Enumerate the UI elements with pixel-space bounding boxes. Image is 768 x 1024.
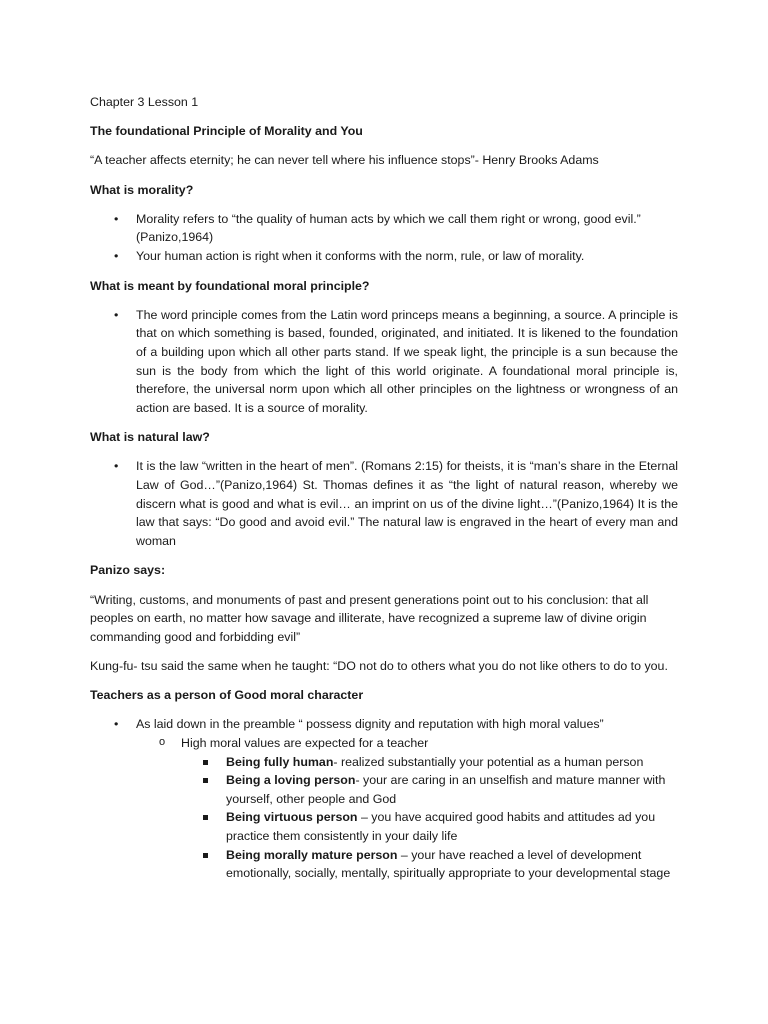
list-item: • The word principle comes from the Latin word princeps means a beginning, a source. A principle is that on which something is based, founded, originated, and initiated. It is likened to the foundation of a building upon which all other parts stand. If we speak light, the principle is a sun because the sun is the body from which the light of this world originate. A foundational moral principle is, therefore, the universal norm upon which all other principles on the lightness or wrongness of an action are based. It is a source of morality. — [90, 306, 678, 418]
morality-list — [90, 210, 678, 266]
opening-quote: “A teacher affects eternity; he can never tell where his influence stops”- Henry Brooks Adams — [90, 153, 599, 168]
document-title: The foundational Principle of Morality and You — [90, 124, 363, 139]
quality-term: Being morally mature person — [226, 847, 398, 862]
quality-item — [181, 808, 678, 845]
quality-desc: – you have acquired good habits and attitudes ad you practice them consistently in your daily life — [226, 810, 656, 843]
panizo-quote: “Writing, customs, and monuments of past and present generations point out to his conclusion: that all peoples on earth, no matter how savage and illiterate, have recognized a supreme law of divine origin commanding good and forbidding evil” — [90, 592, 649, 644]
foundational-principle-list — [90, 306, 678, 418]
panizo-heading: Panizo says: — [90, 563, 166, 578]
quality-item — [181, 771, 678, 808]
sub-list-item — [136, 734, 678, 883]
quality-item — [181, 753, 678, 772]
quality-item — [181, 846, 678, 883]
document-body — [90, 93, 678, 894]
qualities-list — [181, 753, 678, 883]
preamble-text: As laid down in the preamble “ possess dignity and reputation with high moral values” — [136, 717, 604, 732]
section-heading-natural-law: What is natural law? — [90, 430, 210, 445]
list-item: • Your human action is right when it conforms with the norm, rule, or law of morality. — [90, 247, 678, 266]
list-item: • Morality refers to “the quality of human acts by which we call them right or wrong, good evil.” (Panizo,1964) — [90, 210, 678, 247]
teachers-list — [90, 715, 678, 882]
natural-law-list — [90, 457, 678, 550]
chapter-label: Chapter 3 Lesson 1 — [90, 95, 199, 109]
quality-term: Being virtuous person — [226, 810, 358, 825]
section-heading-foundational-principle: What is meant by foundational moral principle? — [90, 278, 370, 293]
sub-list — [136, 734, 678, 883]
kung-fu-tsu-quote: Kung-fu- tsu said the same when he taught: “DO not do to others what you do not like others to do to you. — [90, 659, 668, 673]
high-moral-values-text: High moral values are expected for a teacher — [181, 735, 429, 750]
list-item — [90, 715, 678, 882]
quality-desc: - your are caring in an unselfish and mature manner with yourself, other people and God — [226, 773, 666, 806]
list-item: • It is the law “written in the heart of men”. (Romans 2:15) for theists, it is “man’s share in the Eternal Law of God…”(Panizo,1964) St. Thomas defines it as “the light of natural reason, whereby we discern what is good and what is evil… an imprint on us of the divine light…”(Panizo,1964) It is the law that says: “Do good and avoid evil.” The natural law is engraved in the heart of every man and woman — [90, 457, 678, 550]
quality-desc: - realized substantially your potential as a human person — [333, 754, 644, 769]
teachers-heading: Teachers as a person of Good moral character — [90, 688, 364, 703]
quality-term: Being fully human — [226, 754, 334, 769]
section-heading-morality: What is morality? — [90, 182, 194, 197]
quality-desc: – your have reached a level of development emotionally, socially, mentally, spiritually appropriate to your developmental stage — [226, 847, 671, 881]
quality-term: Being a loving person — [226, 773, 356, 788]
